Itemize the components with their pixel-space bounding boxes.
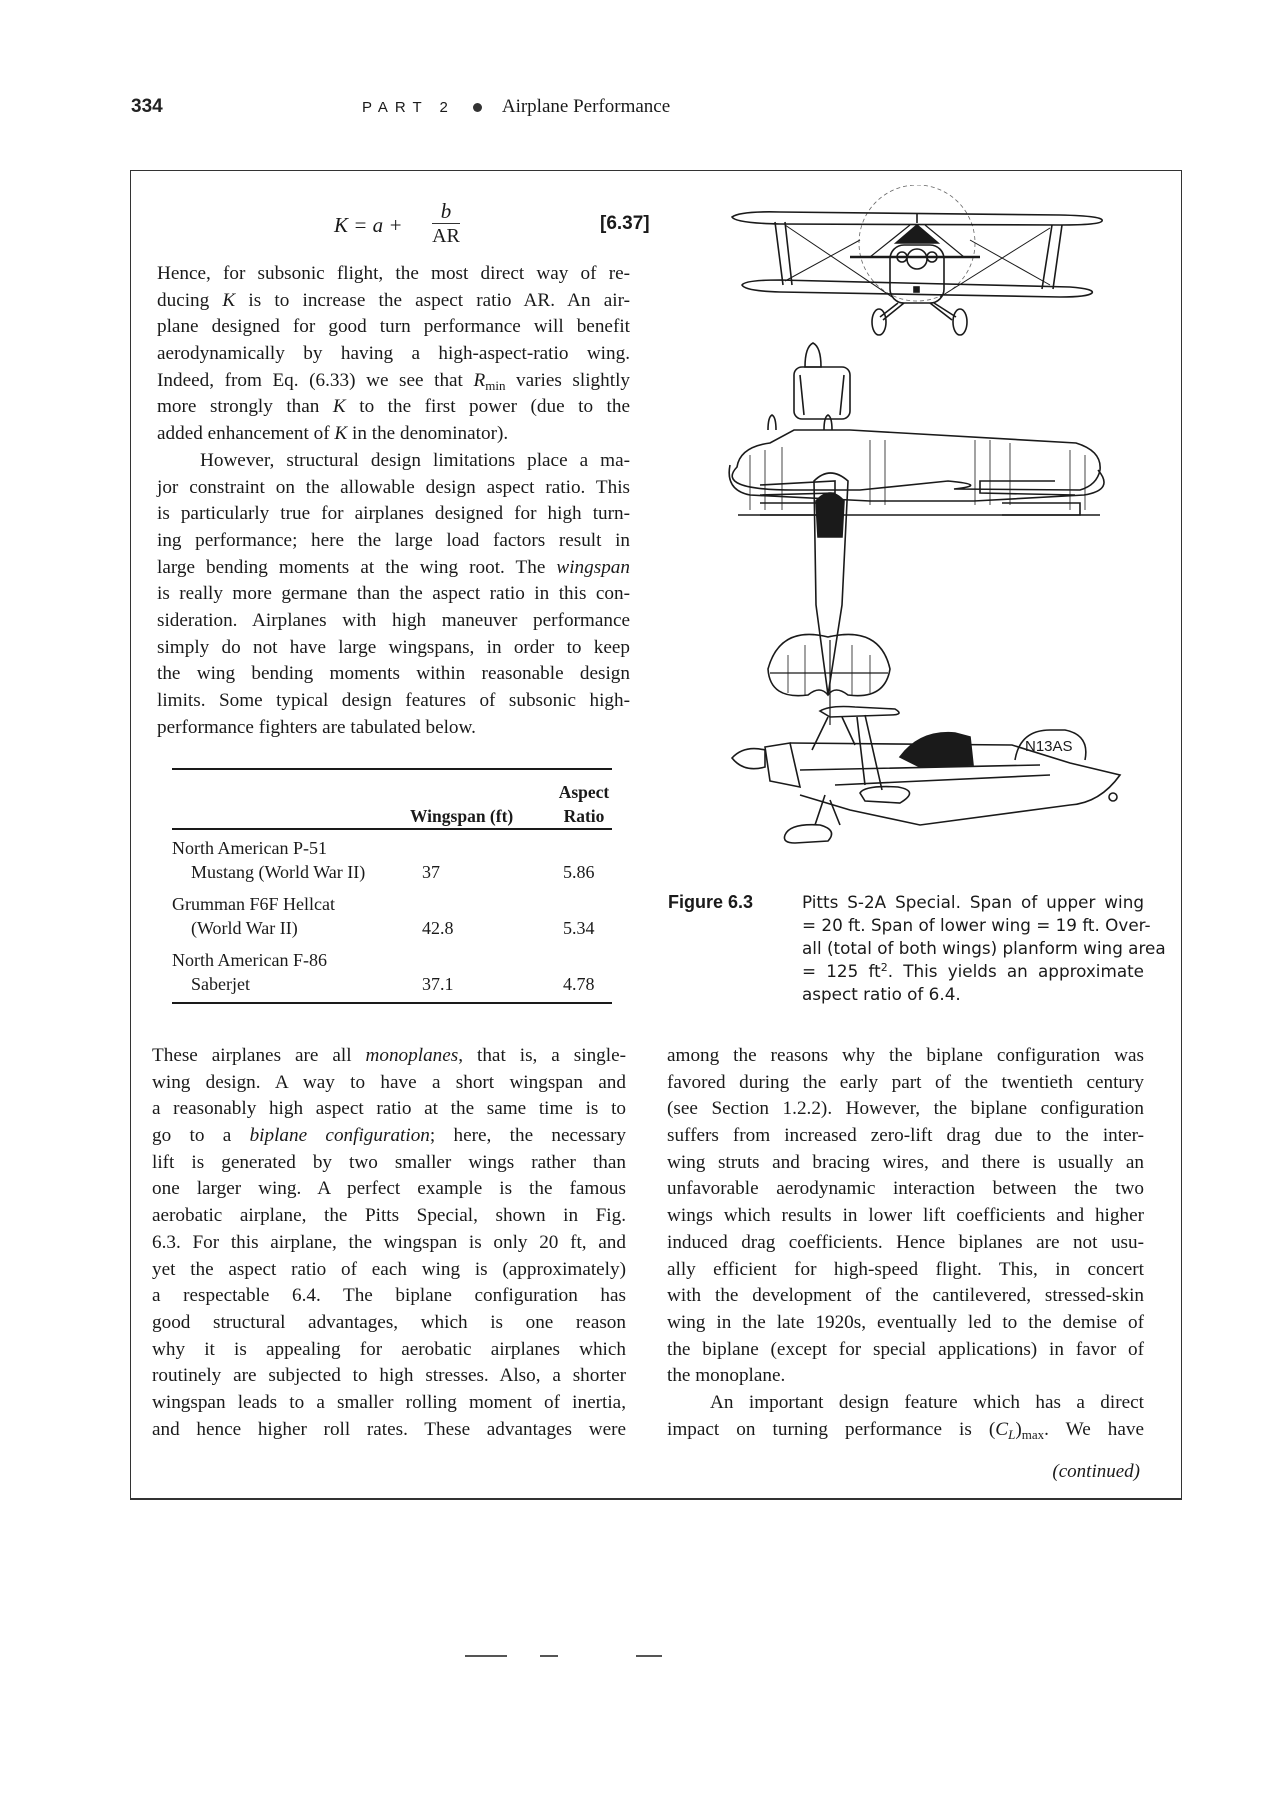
text-line: is really more germane than the aspect ratio in this con- [157,583,630,605]
left-column-top [157,261,630,741]
text-line: wingspan leads to a smaller rolling moment of inertia, [152,1391,626,1413]
text-line: aerobatic airplane, the Pitts Special, shown in Fig. [152,1205,626,1227]
text-line: These airplanes are all monoplanes, that is, a single- [152,1045,626,1066]
scan-artifact [636,1655,662,1657]
text-line: good structural advantages, which is one reason [152,1311,626,1333]
text-line: the monoplane. [667,1365,786,1387]
text-line: Hence, for subsonic flight, the most direct way of re- [157,263,630,284]
aircraft-name: Grumman F6F Hellcat [172,894,335,914]
text-line: aerodynamically by having a high-aspect-ratio wing. [157,343,630,365]
text-line: 6.3. For this airplane, the wingspan is only 20 ft, and [152,1231,626,1253]
paragraph-biplane-history [667,1043,1144,1390]
text-line: ducing K is to increase the aspect ratio AR. An air- [157,289,630,311]
right-column-bottom [667,1043,1144,1443]
text-line: suffers from increased zero-lift drag due to the inter- [667,1125,1144,1147]
text-line: the biplane (except for special applications) in favor of [667,1338,1144,1360]
text-line: wing struts and bracing wires, and there is usually an [667,1151,1144,1173]
text-line: added enhancement of K in the denominator). [157,423,509,445]
text-line: induced drag coefficients. Hence biplanes are not usu- [667,1231,1144,1253]
figure-pitts-special [720,185,1140,875]
text-line: limits. Some typical design features of subsonic high- [157,690,630,711]
paragraph-aspect-ratio [157,261,630,448]
text-line: unfavorable aerodynamic interaction between the two [667,1178,1144,1200]
aspect-ratio-value: 4.78 [563,974,595,994]
text-line: An important design feature which has a direct [710,1391,1144,1413]
fighter-table [172,768,612,1004]
scan-artifact [540,1655,558,1657]
text-line: plane designed for good turn performance will benefit [157,316,630,338]
caption-line: aspect ratio of 6.4. [802,984,961,1004]
aspect-ratio-value: 5.34 [563,918,595,938]
left-column-bottom [152,1043,626,1443]
column-header-wingspan: Wingspan (ft) [410,806,514,826]
text-line: wing in the late 1920s, eventually led to the demise of [667,1311,1144,1333]
bullet-icon [473,103,482,112]
column-header-aspect-ratio: Aspect Ratio [558,782,610,826]
text-line: wing design. A way to have a short wingspan and [152,1071,626,1093]
top-view-drawing [729,343,1104,725]
text-line: the wing bending moments within reasonable design [157,663,630,685]
equation-fraction [428,199,464,248]
text-line: among the reasons why the biplane configuration was [667,1045,1144,1066]
table-bottom-rule [172,1002,612,1004]
equation-lhs: K = a + [334,213,403,237]
equation-numerator: b [440,199,452,223]
side-view-drawing [732,707,1120,844]
text-line: performance fighters are tabulated below. [157,716,476,738]
text-line: large bending moments at the wing root. The wingspan [157,556,630,578]
text-line: Indeed, from Eq. (6.33) we see that $R_{min}$ varies slightly [157,369,630,393]
paragraph-monoplanes [152,1043,626,1443]
table-row [172,830,612,886]
text-line: one larger wing. A perfect example is the famous [152,1178,626,1200]
text-line: lift is generated by two smaller wings rather than [152,1151,626,1173]
figure-label: Figure 6.3 [668,892,754,912]
page-number: 334 [131,96,163,117]
text-line: is particularly true for airplanes designed for high turn- [157,503,630,525]
aspect-ratio-value: 5.86 [563,862,595,882]
continued-note: (continued) [1052,1461,1140,1482]
front-view-drawing [732,185,1102,335]
caption-line: Pitts S-2A Special. Span of upper wing [802,892,1144,912]
aircraft-name: North American P-51 [172,838,327,858]
paragraph-structural-limits [157,448,630,742]
text-line: However, structural design limitations place a ma- [200,449,630,471]
text-line: more strongly than K to the first power (due to the [157,396,630,418]
text-line: favored during the early part of the twentieth century [667,1071,1144,1093]
text-line: ally efficient for high-speed flight. This, in concert [667,1258,1144,1280]
text-line: why it is appealing for aerobatic airplanes which [152,1338,626,1360]
equation-number: [6.37] [600,213,650,234]
caption-line: = 125 $ft^2$. This yields an approximate [802,961,1145,981]
running-head [362,96,670,118]
text-line: (see Section 1.2.2). However, the biplane configuration [667,1098,1144,1120]
section-title: Airplane Performance [501,96,671,117]
tail-registration: N13AS [1025,738,1073,755]
text-line: and hence higher roll rates. These advantages were [152,1418,626,1440]
caption-line: = 20 ft. Span of lower wing = 19 ft. Over- [802,915,1151,935]
text-line: impact on turning performance is $(C_L)_{max}$. We have [667,1418,1144,1442]
text-line: wings which results in lower lift coefficients and higher [667,1205,1144,1227]
text-line: ing performance; here the large load factors result in [157,529,630,551]
text-line: a respectable 6.4. The biplane configuration has [152,1285,626,1307]
aircraft-name-cont: (World War II) [191,918,298,938]
aircraft-name: North American F-86 [172,950,327,970]
text-line: yet the aspect ratio of each wing is (approximately) [152,1258,626,1280]
caption-line: all (total of both wings) planform wing area [802,938,1166,958]
figure-caption-text [802,891,1166,1006]
text-line: simply do not have large wingspans, in order to keep [157,636,630,658]
scan-artifact [465,1655,507,1657]
text-line: routinely are subjected to high stresses. Also, a shorter [152,1365,626,1387]
equation-6-37 [334,199,650,255]
table-header [172,770,612,828]
wingspan-value: 42.8 [422,918,454,938]
text-line: go to a biplane configuration; here, the necessary [152,1125,626,1147]
aircraft-name-cont: Saberjet [191,974,250,994]
table-row [172,886,612,942]
wingspan-value: 37 [422,862,440,882]
wingspan-value: 37.1 [422,974,454,994]
text-line: with the development of the cantilevered, stressed-skin [667,1285,1144,1307]
aircraft-name-cont: Mustang (World War II) [191,862,366,882]
text-line: a reasonably high aspect ratio at the same time is to [152,1098,626,1120]
text-line: jor constraint on the allowable design aspect ratio. This [157,476,630,498]
paragraph-cl-max [667,1390,1144,1443]
part-label: PART 2 [362,99,455,116]
equation-denominator: AR [432,225,460,247]
table-row [172,942,612,998]
text-line: sideration. Airplanes with high maneuver performance [157,609,630,631]
